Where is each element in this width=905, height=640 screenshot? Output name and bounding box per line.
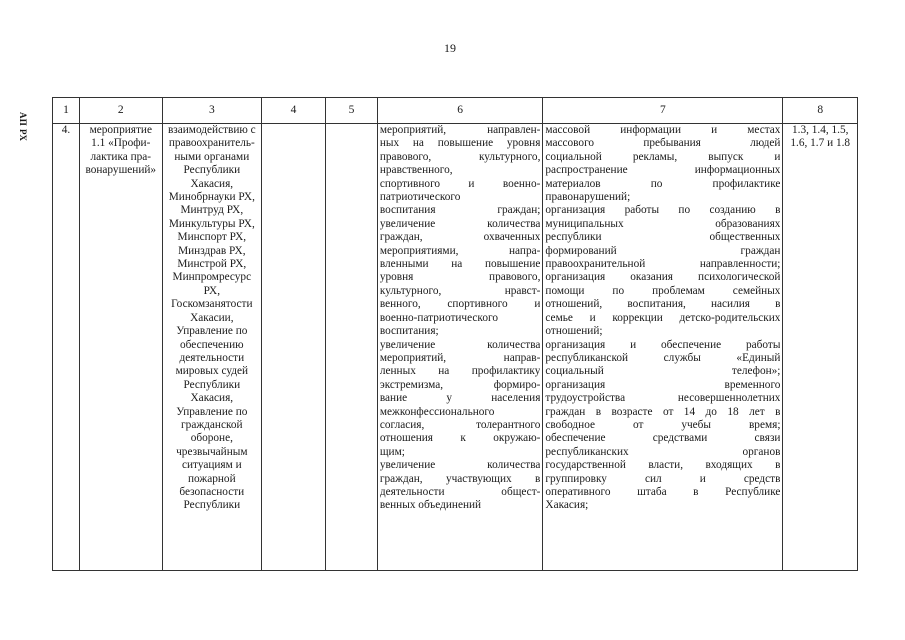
cell-line: правоохранитель- [168,137,255,150]
cell-line: деятельности [179,351,245,364]
cell-line: правоохранительной направленности; [545,258,781,271]
cell-line: ситуациям и [181,459,242,472]
cell-line: ленных на профилактику [379,365,541,378]
cell-line: Республики [183,378,241,391]
cell-line: оперативного штаба в Республике [545,485,781,498]
cell-line: мероприятие [89,124,152,136]
cell-line: семье и коррекции детско-родительских [545,311,781,324]
cell-line: воспитания граждан; [379,204,541,217]
cell-line: обеспечению [180,338,244,351]
cell-line: организация временного [545,378,781,391]
cell-line: вонарушений» [85,164,157,177]
cell-line: увеличение количества [379,217,541,230]
empty-cell-5 [326,124,378,571]
cell-line: мероприятий, направ- [379,351,541,364]
cell-line: уровня правового, [379,271,541,284]
cell-line: Республики [183,499,241,512]
cell-line: Управление по [176,325,248,338]
cell-line: безопасности [179,485,245,498]
measure-name-cell [79,124,162,571]
cell-line: ных на повышение уровня [379,137,541,150]
cell-line: экстремизма, формиро- [379,378,541,391]
cell-line: увеличение количества [379,459,541,472]
cell-line: отношений; [545,325,603,338]
cell-line: распространение информационных [545,164,781,177]
cell-line: обороне, [190,432,233,445]
cell-line: щим; [379,445,405,458]
cell-line: культурного, нравст- [379,284,541,297]
cell-line: РХ, [203,284,221,297]
indicators-cell [783,124,858,571]
cell-line: отношения к окружаю- [379,432,541,445]
header-cell: 1 [53,98,80,124]
cell-line: вленными на повышение [379,258,541,271]
cell-line: организация и обеспечение работы [545,338,781,351]
header-row [53,98,858,124]
cell-line: Минспорт РХ, [177,231,247,244]
cell-line: массового пребывания людей [545,137,781,150]
cell-line: трудоустройства несовершеннолетних [545,392,781,405]
cell-line: Минстрой РХ, [177,258,247,271]
cell-line: военно-патриотического [379,311,498,324]
cell-line: 1.6, 1.7 и 1.8 [790,137,851,150]
cell-line: гражданской [181,418,243,431]
cell-line: 1.3, 1.4, 1.5, [791,124,849,136]
cell-line: деятельности общест- [379,485,541,498]
header-cell: 3 [162,98,261,124]
cell-line: пожарной [188,472,236,485]
table-row [53,124,858,571]
row-number: 4. [53,124,80,571]
expected-results-cell [377,124,543,571]
header-cell: 2 [79,98,162,124]
cell-line: республиканской службы «Единый [545,351,781,364]
cell-line: организация работы по созданию в [545,204,781,217]
header-cell: 4 [261,98,325,124]
empty-cell-4 [261,124,325,571]
cell-line: граждан, участвующих в [379,472,541,485]
cell-line: организация оказания психологической [545,271,781,284]
cell-line: граждан в возрасте от 14 до 18 лет в [545,405,781,418]
cell-line: мировых судей [175,365,249,378]
cell-line: Минпромресурс [172,271,252,284]
cell-line: воспитания; [379,325,439,338]
cell-line: венных объединений [379,499,482,512]
page-number: 19 [444,41,456,55]
cell-line: нравственного, [379,164,453,177]
cell-line: Госкомзанятости [171,298,253,311]
cell-line: Республики [183,164,241,177]
cell-line: республики общественных [545,231,781,244]
cell-line: 1.1 «Профи- [91,137,151,150]
header-cell: 8 [783,98,858,124]
cell-line: взаимодействию с [167,124,256,136]
cell-line: Хакасия, [190,177,234,190]
cell-line: формирований граждан [545,244,781,257]
cell-line: группировку сил и средств [545,472,781,485]
cell-line: венного, спортивного и [379,298,541,311]
cell-line: Хакасия; [545,499,589,512]
cell-line: межконфессионального [379,405,495,418]
cell-line: Минздрав РХ, [178,244,246,257]
cell-line: патриотического [379,191,461,204]
cell-line: социальной рекламы, выпуск и [545,150,781,163]
cell-line: правонарушений; [545,191,631,204]
cell-line: чрезвычайным [176,445,248,458]
header-cell: 5 [326,98,378,124]
cell-line: согласия, толерантного [379,418,541,431]
cell-line: вание у населения [379,392,541,405]
document-table [52,97,858,571]
header-cell: 7 [543,98,783,124]
cell-line: увеличение количества [379,338,541,351]
cell-line: правового, культурного, [379,150,541,163]
cell-line: мероприятиями, напра- [379,244,541,257]
executors-cell [162,124,261,571]
cell-line: обеспечение средствами связи [545,432,781,445]
cell-line: Хакасия, [190,392,234,405]
cell-line: лактика пра- [90,150,152,163]
cell-line: Хакасии, [190,311,234,324]
header-cell: 6 [377,98,543,124]
cell-line: Управление по [176,405,248,418]
cell-line: спортивного и военно- [379,177,541,190]
cell-line: социальный телефон»; [545,365,781,378]
cell-line: муниципальных образованиях [545,217,781,230]
cell-line: республиканских органов [545,445,781,458]
cell-line: государственной власти, входящих в [545,459,781,472]
side-label: АП РХ [18,112,28,142]
cell-line: ными органами [174,150,250,163]
cell-line: мероприятий, направлен- [379,124,541,136]
cell-line: массовой информации и местах [545,124,781,136]
cell-line: граждан, охваченных [379,231,541,244]
cell-line: свободное от учебы время; [545,418,781,431]
activities-cell [543,124,783,571]
cell-line: материалов по профилактике [545,177,781,190]
cell-line: помощи по проблемам семейных [545,284,781,297]
cell-line: Минтруд РХ, [180,204,244,217]
cell-line: Минкультуры РХ, [168,217,255,230]
cell-line: отношений, воспитания, насилия в [545,298,781,311]
cell-line: Минобрнауки РХ, [168,191,255,204]
